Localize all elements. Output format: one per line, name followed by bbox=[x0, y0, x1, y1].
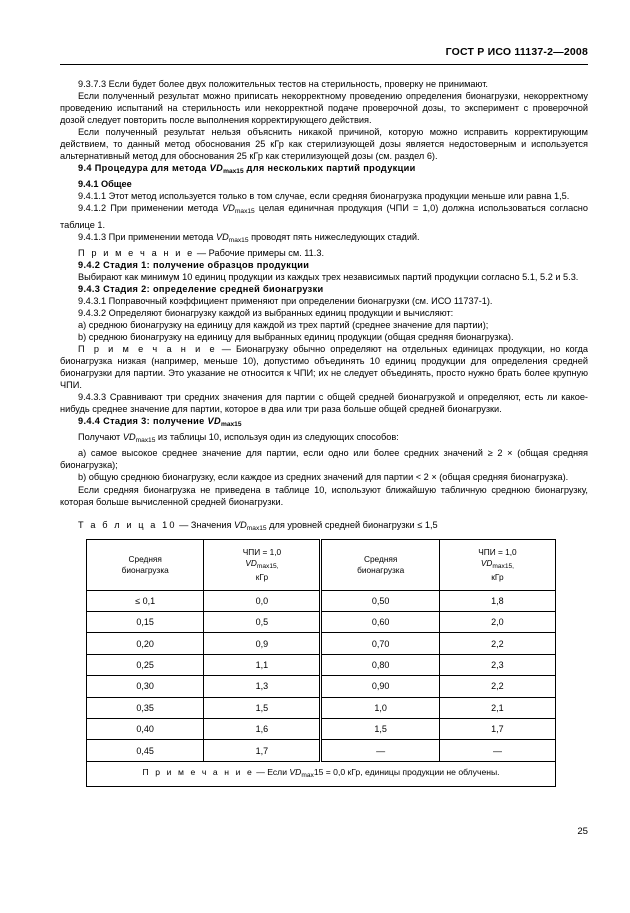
cell-mean-bioburden-1: 0,30 bbox=[87, 676, 204, 697]
cell-vdmax15-1: 1,1 bbox=[204, 654, 321, 675]
heading-9-4-4 bbox=[60, 415, 588, 431]
heading-9-4-4-pre: 9.4.4 Стадия 3: получение bbox=[78, 416, 208, 427]
table-footnote bbox=[87, 761, 556, 786]
heading-9-4-2: 9.4.2 Стадия 1: получение образцов продукции bbox=[78, 259, 310, 270]
clause-9-4-1-3 bbox=[60, 231, 588, 247]
paragraph-unexplained-result: Если полученный результат нельзя объяснить никакой причиной, которую можно исправить корректирующим действием, то данный метод обоснования 25 кГр как стерилизующей дозы является недостоверным и используется альтернативный метод для обоснования 25 кГр как стерилизующей дозы (см. раздел 6). bbox=[60, 127, 588, 162]
clause-number: 9.4.1.3 bbox=[78, 231, 107, 242]
header-line-2: бионагрузка bbox=[121, 564, 169, 575]
vd-subscript: max15, bbox=[492, 562, 515, 570]
cell-mean-bioburden-2: 0,50 bbox=[321, 590, 439, 611]
table-header bbox=[87, 539, 556, 590]
header-line-3: кГр bbox=[255, 571, 269, 582]
note-2 bbox=[60, 343, 588, 391]
table-row bbox=[87, 590, 556, 611]
clause-9-4-3-3 bbox=[60, 391, 588, 415]
list-item-9-4-3-2-b: b) среднюю бионагрузку на единицу для выбранных единиц продукции (общая средняя бионагрузка). bbox=[78, 331, 514, 342]
vd-symbol: $VD_{max15}$ bbox=[207, 416, 242, 429]
cell-vdmax15-2: 1,7 bbox=[439, 718, 555, 739]
table-row bbox=[87, 718, 556, 739]
header-line-1: ЧПИ = 1,0 bbox=[242, 546, 282, 557]
paragraph-incorrect-result: Если полученный результат можно приписать некорректному проведению определения бионагрузки, некорректному проведению испытаний на стерильность или некорректной подаче проверочной дозы, то эксперимент с проверочной дозой следует повторить после выполнения корректирующего действия. bbox=[60, 91, 588, 126]
note-label: П р и м е ч а н и е bbox=[78, 247, 195, 258]
vd-symbol: $VD_{max}$ bbox=[289, 766, 314, 779]
clause-9-3-7-3 bbox=[60, 78, 588, 90]
table-10 bbox=[86, 539, 556, 787]
cell-vdmax15-1: 0,0 bbox=[204, 590, 321, 611]
table-caption-label: Т а б л и ц а 10 bbox=[78, 519, 177, 530]
table-footer bbox=[87, 761, 556, 786]
clause-text: Этот метод используется только в том случае, если средняя бионагрузка продукции меньше или равна 1,5. bbox=[108, 191, 570, 202]
clause-number: 9.4.3.1 bbox=[78, 295, 107, 306]
cell-mean-bioburden-2: 1,5 bbox=[321, 718, 439, 739]
cell-vdmax15-1: 1,3 bbox=[204, 676, 321, 697]
heading-9-4-1: 9.4.1 Общее bbox=[78, 179, 132, 190]
heading-9-4-pre: 9.4 Процедура для метода bbox=[78, 163, 210, 174]
cell-vdmax15-1: 0,9 bbox=[204, 633, 321, 654]
vd-subscript: max15 bbox=[223, 168, 244, 176]
header-line-2: бионагрузка bbox=[357, 564, 405, 575]
clause-text: Если будет более двух положительных тестов на стерильность, проверку не принимают. bbox=[108, 79, 488, 89]
list-item-9-4-3-2-a: a) среднюю бионагрузку на единицу для каждой из трех партий (среднее значение для партии); bbox=[78, 319, 489, 330]
list-item-9-4-4-b: b) общую среднюю бионагрузку, если каждое из средних значений для партии < 2 × (общая средняя бионагрузка). bbox=[78, 472, 569, 483]
column-header-vdmax15-2 bbox=[439, 539, 555, 590]
cell-mean-bioburden-1: 0,20 bbox=[87, 633, 204, 654]
note-label: П р и м е ч а н и е bbox=[78, 343, 217, 354]
vd-symbol: $VD_{max15}$ bbox=[222, 203, 255, 216]
table-row bbox=[87, 676, 556, 697]
paragraph-text-a: Получают bbox=[78, 432, 123, 443]
table-body bbox=[87, 590, 556, 761]
cell-vdmax15-1: 1,7 bbox=[204, 740, 321, 761]
cell-mean-bioburden-2: — bbox=[321, 740, 439, 761]
cell-vdmax15-2: 2,1 bbox=[439, 697, 555, 718]
cell-mean-bioburden-2: 0,80 bbox=[321, 654, 439, 675]
vd-symbol: $VD_{max15}$ bbox=[209, 163, 244, 176]
note-text: — Бионагрузку обычно определяют на отдельных единицах продукции, но когда бионагрузка низкая (например, меньше 10), допустимо объединять 10 единиц продукции для определения средней бионагрузки для партии. Это указание не относится к ЧПИ; их не следует объединять, просто нужно брать более крупную ЧПИ. bbox=[60, 343, 589, 391]
cell-vdmax15-2: — bbox=[439, 740, 555, 761]
footnote-pre: — Если bbox=[253, 766, 290, 777]
table-row bbox=[87, 633, 556, 654]
standard-designation: ГОСТ Р ИСО 11137-2—2008 bbox=[445, 46, 588, 58]
header-line-2 bbox=[204, 558, 319, 572]
clause-number: 9.3.7.3 bbox=[78, 79, 107, 89]
column-header-vdmax15-1 bbox=[204, 539, 321, 590]
clause-9-4-3-2 bbox=[60, 307, 588, 319]
paragraph-text-b: из таблицы 10, используя один из следующих способов: bbox=[155, 432, 399, 443]
clause-number: 9.4.1.1 bbox=[78, 191, 107, 202]
cell-vdmax15-2: 2,2 bbox=[439, 633, 555, 654]
cell-mean-bioburden-1: 0,15 bbox=[87, 612, 204, 633]
heading-9-4-3: 9.4.3 Стадия 2: определение средней бионагрузки bbox=[78, 283, 324, 294]
clause-text-a: При применении метода bbox=[110, 203, 223, 214]
cell-vdmax15-2: 2,3 bbox=[439, 654, 555, 675]
vd-subscript: max15 bbox=[228, 236, 249, 244]
vd-subscript: max15, bbox=[256, 562, 279, 570]
table-caption-pre: Значения bbox=[190, 519, 235, 530]
vd-subscript: max15 bbox=[220, 421, 242, 429]
cell-mean-bioburden-2: 0,90 bbox=[321, 676, 439, 697]
header-line-1: ЧПИ = 1,0 bbox=[478, 546, 517, 557]
note-1 bbox=[60, 247, 588, 259]
vd-symbol: $VD_{max15}$ bbox=[122, 432, 156, 445]
clause-text-b: проводят пять нижеследующих стадий. bbox=[248, 231, 420, 242]
table-10-caption bbox=[60, 519, 588, 535]
table-row bbox=[87, 654, 556, 675]
cell-mean-bioburden-1: 0,45 bbox=[87, 740, 204, 761]
cell-mean-bioburden-1: ≤ 0,1 bbox=[87, 590, 204, 611]
cell-vdmax15-1: 1,5 bbox=[204, 697, 321, 718]
header-line-2 bbox=[440, 558, 555, 572]
table-caption-post: для уровней средней бионагрузки ≤ 1,5 bbox=[266, 519, 438, 530]
page-header bbox=[60, 46, 588, 58]
page-number: 25 bbox=[577, 826, 588, 837]
vd-symbol: $VD_{max15}$ bbox=[234, 519, 267, 532]
clause-text-a: При применении метода bbox=[108, 231, 216, 242]
cell-mean-bioburden-2: 0,70 bbox=[321, 633, 439, 654]
cell-mean-bioburden-1: 0,25 bbox=[87, 654, 204, 675]
list-item-9-4-4-a: a) самое высокое среднее значение для партии, если одно или более средних значений ≥ 2 × (общая средняя бионагрузка); bbox=[60, 448, 588, 471]
header-line-1: Средняя bbox=[363, 553, 398, 564]
clause-number: 9.4.3.3 bbox=[78, 392, 107, 403]
paragraph-9-4-2-body: Выбирают как минимум 10 единиц продукции из каждых трех независимых партий продукции согласно 5.1, 5.2 и 5.3. bbox=[78, 271, 579, 282]
header-line-1: Средняя bbox=[128, 553, 162, 564]
clause-text-b: целая единичная продукция (ЧПИ = 1,0) должна использоваться согласно таблице 1. bbox=[60, 203, 588, 230]
clause-text: Поправочный коэффициент применяют при определении бионагрузки (см. ИСО 11737-1). bbox=[108, 295, 493, 306]
cell-vdmax15-1: 0,5 bbox=[204, 612, 321, 633]
table-header-row bbox=[87, 539, 556, 590]
vd-symbol: $VD_{max15,}$ bbox=[245, 557, 279, 570]
table-footnote-row bbox=[87, 761, 556, 786]
heading-9-4-post: для нескольких партий продукции bbox=[243, 163, 416, 174]
vd-symbol: $VD_{max15}$ bbox=[215, 231, 249, 244]
cell-mean-bioburden-2: 1,0 bbox=[321, 697, 439, 718]
cell-mean-bioburden-1: 0,40 bbox=[87, 718, 204, 739]
note-text: — Рабочие примеры см. 11.3. bbox=[194, 247, 325, 258]
header-line-3: кГр bbox=[491, 571, 504, 582]
footnote-post: 15 = 0,0 кГр, единицы продукции не облучены. bbox=[313, 766, 500, 777]
vd-subscript: max15 bbox=[246, 524, 267, 532]
cell-mean-bioburden-1: 0,35 bbox=[87, 697, 204, 718]
vd-subscript: max15 bbox=[135, 437, 156, 445]
table-row bbox=[87, 697, 556, 718]
cell-mean-bioburden-2: 0,60 bbox=[321, 612, 439, 633]
clause-text: Сравнивают три средних значения для партии с общей средней бионагрузкой и определяют, есть ли какое-нибудь среднее значение для партии, которое в два или три раза больше общей средней бионагрузки. bbox=[60, 392, 588, 415]
footnote-label: П р и м е ч а н и е bbox=[142, 766, 254, 777]
column-header-mean-bioburden-2 bbox=[321, 539, 439, 590]
cell-vdmax15-2: 2,2 bbox=[439, 676, 555, 697]
table-caption-dash: — bbox=[176, 519, 191, 530]
paragraph-9-4-4-body bbox=[60, 431, 588, 447]
paragraph-nearest-table-value: Если средняя бионагрузка не приведена в таблице 10, используют ближайшую табличную среднюю бионагрузку, которая больше вычисленной средней бионагрузки. bbox=[60, 484, 588, 507]
document-body bbox=[60, 78, 588, 787]
vd-subscript: max15 bbox=[234, 208, 255, 216]
clause-9-4-1-2 bbox=[60, 202, 588, 230]
cell-vdmax15-1: 1,6 bbox=[204, 718, 321, 739]
vd-subscript: max bbox=[301, 771, 314, 779]
cell-vdmax15-2: 1,8 bbox=[439, 590, 555, 611]
clause-number: 9.4.3.2 bbox=[78, 307, 107, 318]
clause-text: Определяют бионагрузку каждой из выбранных единиц продукции и вычисляют: bbox=[108, 307, 454, 318]
column-header-mean-bioburden-1 bbox=[87, 539, 204, 590]
table-row bbox=[87, 612, 556, 633]
table-row bbox=[87, 740, 556, 761]
vd-symbol: $VD_{max15,}$ bbox=[480, 557, 515, 570]
clause-9-4-3-1 bbox=[60, 295, 588, 307]
clause-number: 9.4.1.2 bbox=[78, 203, 107, 214]
heading-9-4 bbox=[60, 162, 588, 178]
header-rule bbox=[60, 64, 588, 65]
clause-9-4-1-1 bbox=[60, 190, 588, 202]
cell-vdmax15-2: 2,0 bbox=[439, 612, 555, 633]
